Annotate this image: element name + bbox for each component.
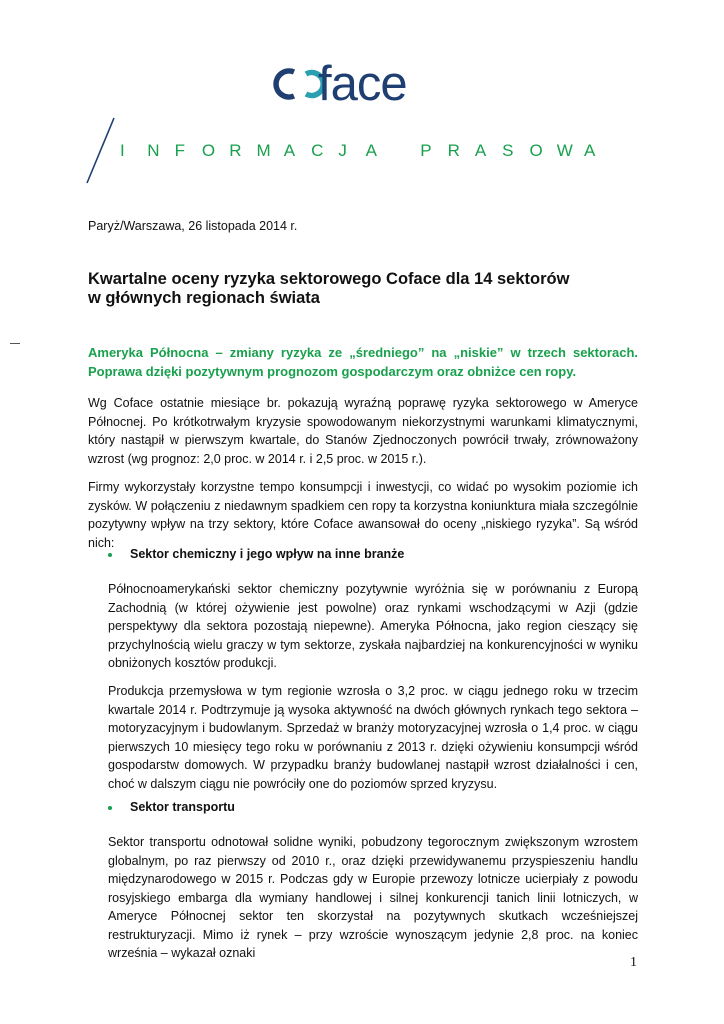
banner-letter: R [447,141,460,160]
banner-letter: C [311,141,324,160]
banner-letter: A [474,141,487,160]
bullet-icon [108,806,112,810]
banner-letter: O [529,141,543,160]
coface-logo-graphic [268,58,458,108]
svg-text:face: face [318,58,407,108]
section-paragraph: Produkcja przemysłowa w tym regionie wzrosła o 3,2 proc. w ciągu jednego roku w trzecim kwartale 2014 r. Podtrzymuje ją wysoka aktywność na dwóch głównych rynkach tego sektora – motoryzacyjnym i budowlanym. Sprzedaż w branży motoryzacyjnej wzrosła o 1,4 proc. w ciągu pierwszych 10 miesięcy tego roku w porównaniu z 2013 r. dzięki ożywieniu konsumpcji wśród gospodarstw domowych. W przypadku branży budowlanej nastąpił wzrost działalności i cen, choć w dalszym ciągu nie powróciły one do poziomów sprzed kryzysu. [108,684,638,791]
banner-letter: O [201,141,216,160]
banner-letter: F [174,141,185,160]
banner-letter: R [229,141,242,160]
banner-letter: I [120,141,125,160]
banner-letter: M [256,141,271,160]
coface-logo [268,58,458,117]
lead-paragraph: Ameryka Północna – zmiany ryzyka ze „średniego” na „niskie” w trzech sektorach. Poprawa dzięki pozytywnym prognozom gospodarczym oraz obniżce cen ropy. [88,345,638,379]
banner-letter: J [338,141,347,160]
banner-letter: A [584,141,596,160]
section-heading-bullet [108,800,235,814]
page-title [88,270,648,308]
dateline: Paryż/Warszawa, 26 listopada 2014 r. [88,219,298,233]
body-paragraph: Firmy wykorzystały korzystne tempo konsumpcji i inwestycji, co widać po wysokim poziomie ich zysków. W połączeniu z niedawnym spadkiem cen ropy ta korzystna koniunktura miała szczególnie pozytywny wpływ na trzy sektory, które Coface awansował do oceny „niskiego ryzyka”. Są wśród nich: [88,480,638,550]
banner-letter [393,141,420,161]
section-heading: Sektor transportu [130,800,235,814]
banner-letter: W [556,141,573,160]
banner-letter: N [147,141,160,160]
section-paragraph: Sektor transportu odnotował solidne wyniki, pobudzony tegorocznym zwiększonym wzrostem globalnym, po raz pierwszy od 2010 r., oraz dzięki przewidywanemu przyspieszeniu handlu międzynarodowego w 2015 r. Podczas gdy w Europie przewozy lotnicze ucierpiały z powodu rosyjskiego embarga dla wymiany handlowej i silnej konkurencji tanich linii lotniczych, w Ameryce Północnej sektor ten skorzystał na pozytywnych skutkach wcześniejszej restrukturyzacji. Mimo iż rynek – przy wzroście wynoszącym jedynie 2,8 proc. na koniec września – wykazał oznaki [108,835,638,960]
banner-letter: A [283,141,296,160]
decorative-slash [84,116,118,186]
page-number: 1 [630,955,637,970]
section-heading-bullet [108,547,404,561]
margin-mark [10,343,20,344]
section-heading: Sektor chemiczny i jego wpływ na inne branże [130,547,405,561]
section-paragraph: Północnoamerykański sektor chemiczny pozytywnie wyróżnia się w porównaniu z Europą Zachodnią (w której ożywienie jest powolne) oraz rynkami wschodzącymi w Azji (gdzie perspektywy dla sektora pozostają niepewne). Ameryka Północna, jako region cieszący się przychylnością wielu graczy w tym sektorze, zyskała najbardziej na konkurencyjności w wyniku obniżonych kosztów produkcji. [108,582,638,670]
bullet-icon [108,553,112,557]
banner-letter: A [365,141,378,160]
title-line-1: Kwartalne oceny ryzyka sektorowego Coface dla 14 sektorów [88,270,570,288]
title-line-2: w głównych regionach świata [88,289,320,307]
banner-letter: S [502,141,514,160]
banner-letter: P [420,141,432,160]
body-paragraph: Wg Coface ostatnie miesiące br. pokazują wyraźną poprawę ryzyka sektorowego w Ameryce Północnej. Po krótkotrwałym kryzysie spowodowanym niekorzystnymi warunkami klimatycznymi, który nastąpił w pierwszym kwartale, do Stanów Zjednoczonych powrócił trwały, zrównoważony wzrost (wg prognoz: 2,0 proc. w 2014 r. i 2,5 proc. w 2015 r.). [88,396,638,466]
press-release-banner [120,141,611,161]
